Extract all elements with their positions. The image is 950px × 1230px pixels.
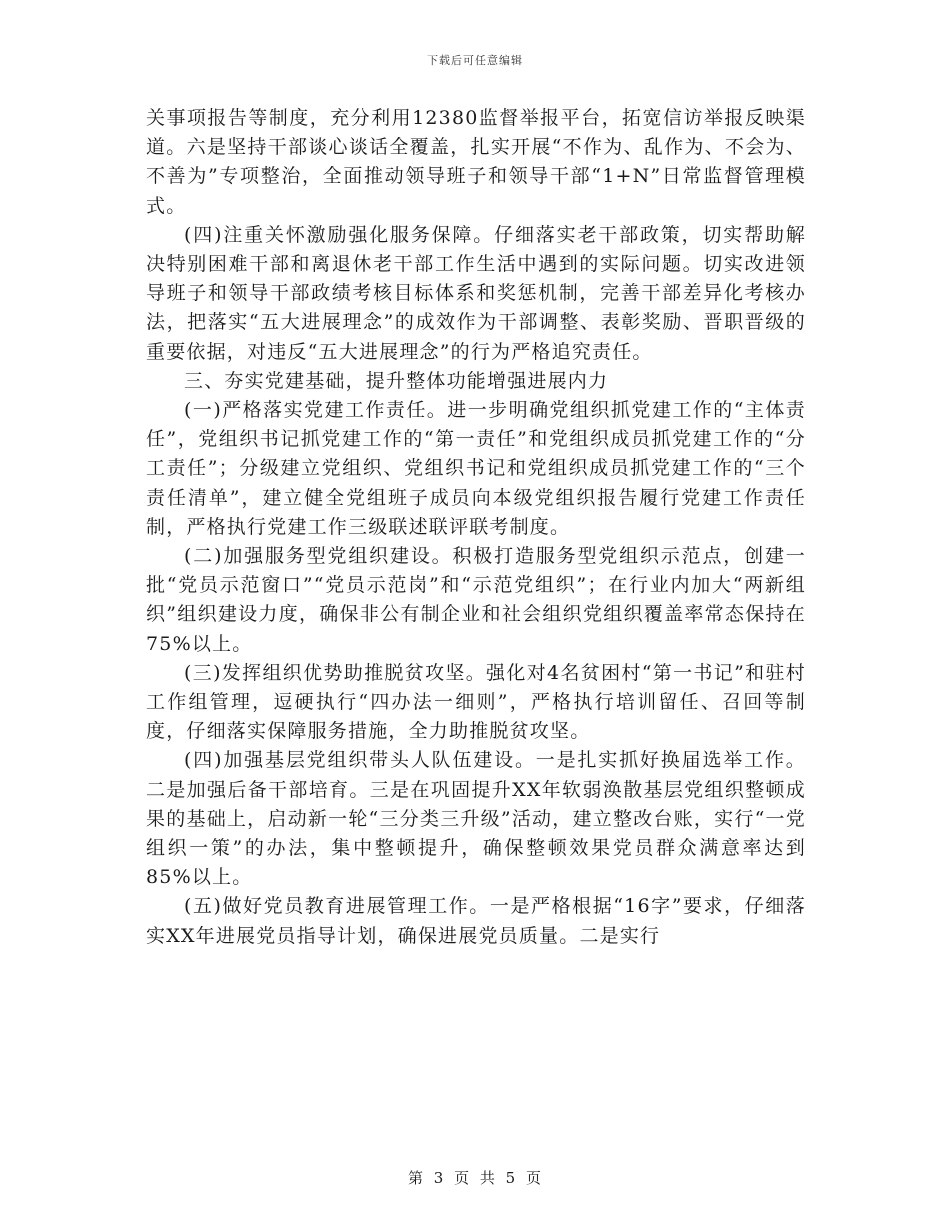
page-number-footer: 第 3 页 共 5 页 (408, 1169, 542, 1187)
paragraph-item-2: (二)加强服务型党组织建设。积极打造服务型党组织示范点，创建一批“党员示范窗口”“党员示范岗”和“示范党组织”；在行业内加大“两新组织”组织建设力度，确保非公有制企业和社会组织党组织覆盖率常态保持在75%以上。 (146, 545, 806, 655)
paragraph-item-4: (四)加强基层党组织带头人队伍建设。一是扎实抓好换届选举工作。二是加强后备干部培育。三是在巩固提升XX年软弱涣散基层党组织整顿成果的基础上，启动新一轮“三分类三升级”活动，建立整改台账，实行“一党组织一策”的办法，集中整顿提升，确保整顿效果党员群众满意率达到85%以上。 (146, 749, 806, 889)
section-heading-3: 三、夯实党建基础，提升整体功能增强进展内力 (184, 369, 609, 392)
paragraph-item-5: (五)做好党员教育进展管理工作。一是严格根据“16字”要求，仔细落实XX年进展党员指导计划，确保进展党员质量。二是实行 (146, 895, 806, 947)
paragraph-item-3: (三)发挥组织优势助推脱贫攻坚。强化对4名贫困村“第一书记”和驻村工作组管理，逗硬执行“四办法一细则”，严格执行培训留任、召回等制度，仔细落实保障服务措施，全力助推脱贫攻坚。 (146, 661, 806, 743)
paragraph-continuation: 关事项报告等制度，充分利用12380监督举报平台，拓宽信访举报反映渠道。六是坚持干部谈心谈话全覆盖，扎实开展“不作为、乱作为、不会为、不善为”专项整治，全面推动领导班子和领导干部“1+N”日常监督管理模式。 (146, 107, 806, 217)
paragraph-item-1: (一)严格落实党建工作责任。进一步明确党组织抓党建工作的“主体责任”，党组织书记抓党建工作的“第一责任”和党组织成员抓党建工作的“分工责任”；分级建立党组织、党组织书记和党组织成员抓党建工作的“三个责任清单”，建立健全党组班子成员向本级党组织报告履行党建工作责任制，严格执行党建工作三级联述联评联考制度。 (146, 399, 806, 538)
page-header: 下载后可任意编辑 (427, 54, 523, 67)
paragraph-section-4: (四)注重关怀激励强化服务保障。仔细落实老干部政策，切实帮助解决特别困难干部和离退休老干部工作生活中遇到的实际问题。切实改进领导班子和领导干部政绩考核目标体系和奖惩机制，完善干部差异化考核办法，把落实“五大进展理念”的成效作为干部调整、表彰奖励、晋职晋级的重要依据，对违反“五大进展理念”的行为严格追究责任。 (146, 223, 806, 363)
document-body (146, 104, 806, 951)
